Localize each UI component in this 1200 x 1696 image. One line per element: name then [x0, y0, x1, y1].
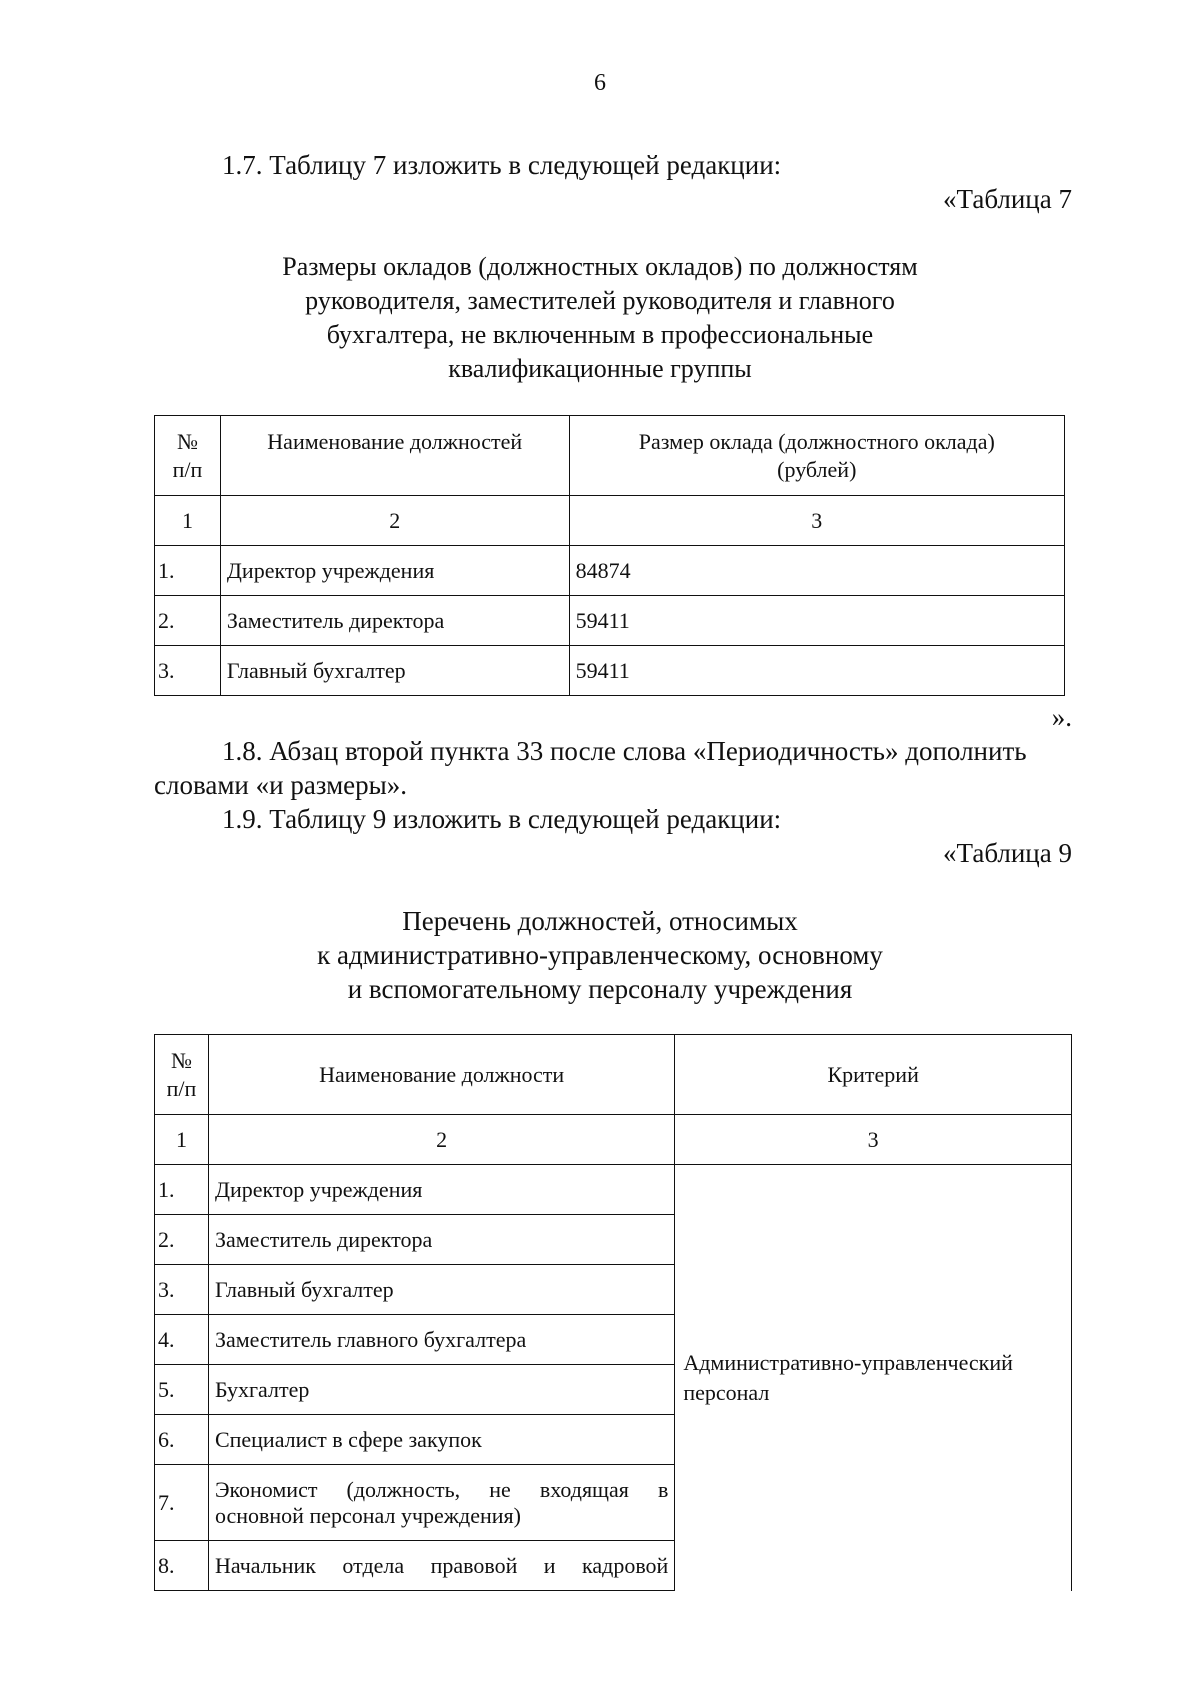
paragraph-1-8-line1: 1.8. Абзац второй пункта 33 после слова «Периодичность» дополнить: [222, 736, 1027, 766]
position-name: Директор учреждения: [220, 546, 569, 596]
position-name: Заместитель директора: [208, 1215, 674, 1265]
position-name: Заместитель директора: [220, 596, 569, 646]
paragraph-1-9: 1.9. Таблицу 9 изложить в следующей редакции:: [222, 804, 782, 834]
row-number: 2.: [155, 596, 221, 646]
index-cell: 1: [155, 1115, 209, 1165]
header-criterion: Критерий: [675, 1035, 1072, 1115]
row-number: 2.: [155, 1215, 209, 1265]
position-name: Бухгалтер: [208, 1365, 674, 1415]
index-cell: 1: [155, 496, 221, 546]
table7-title-line: бухгалтера, не включенным в профессиональные: [326, 320, 874, 349]
position-name: Главный бухгалтер: [220, 646, 569, 696]
page-number: 6: [594, 70, 606, 96]
table-header-row: [155, 1035, 1072, 1115]
header-number: № п/п: [155, 1035, 209, 1115]
salary-value: 59411: [569, 596, 1064, 646]
index-cell: 3: [569, 496, 1064, 546]
criterion-cell: [675, 1165, 1072, 1591]
header-position-name: Наименование должности: [208, 1035, 674, 1115]
row-number: 7.: [155, 1465, 209, 1541]
row-number: 3.: [155, 646, 221, 696]
table7-closing-quote: ».: [1051, 702, 1072, 732]
salary-value: 84874: [569, 546, 1064, 596]
criterion-line: Административно-управленческий: [683, 1349, 1013, 1375]
table7-title-line: квалификационные группы: [448, 354, 752, 383]
position-name: Директор учреждения: [208, 1165, 674, 1215]
header-number: № п/п: [155, 416, 221, 496]
table9-title: [150, 904, 1050, 1006]
table-index-row: [155, 1115, 1072, 1165]
table-7: [154, 415, 1065, 696]
position-name: Экономист (должность, не входящая в основной персонал учреждения): [208, 1465, 674, 1541]
table9-title-line: Перечень должностей, относимых: [402, 906, 798, 936]
index-cell: 2: [220, 496, 569, 546]
table-row: [155, 646, 1065, 696]
paragraph-1-8-line2: словами «и размеры».: [154, 770, 408, 800]
table-9: [154, 1034, 1072, 1591]
row-number: 1.: [155, 1165, 209, 1215]
table9-title-line: и вспомогательному персоналу учреждения: [347, 974, 853, 1004]
row-number: 4.: [155, 1315, 209, 1365]
row-number: 5.: [155, 1365, 209, 1415]
position-name: Главный бухгалтер: [208, 1265, 674, 1315]
row-number: 8.: [155, 1541, 209, 1591]
table7-title-line: Размеры окладов (должностных окладов) по должностям: [282, 252, 918, 281]
row-number: 3.: [155, 1265, 209, 1315]
table7-reference: «Таблица 7: [943, 184, 1072, 214]
table-row: [155, 546, 1065, 596]
position-name: Заместитель главного бухгалтера: [208, 1315, 674, 1365]
position-name: Специалист в сфере закупок: [208, 1415, 674, 1465]
position-name: Начальник отдела правовой и кадровой: [208, 1541, 674, 1591]
paragraph-1-7: 1.7. Таблицу 7 изложить в следующей редакции:: [222, 150, 782, 180]
index-cell: 3: [675, 1115, 1072, 1165]
table9-reference: «Таблица 9: [943, 838, 1072, 868]
table7-title: [150, 250, 1050, 386]
row-number: 6.: [155, 1415, 209, 1465]
salary-value: 59411: [569, 646, 1064, 696]
criterion-line: персонал: [683, 1379, 770, 1405]
header-salary: Размер оклада (должностного оклада) (рублей): [569, 416, 1064, 496]
index-cell: 2: [208, 1115, 674, 1165]
row-number: 1.: [155, 546, 221, 596]
table-row: [155, 596, 1065, 646]
header-position-name: Наименование должностей: [220, 416, 569, 496]
table-row: [155, 1165, 1072, 1215]
table-header-row: [155, 416, 1065, 496]
table9-title-line: к административно-управленческому, основному: [317, 940, 883, 970]
table-index-row: [155, 496, 1065, 546]
table7-title-line: руководителя, заместителей руководителя и главного: [305, 286, 895, 315]
